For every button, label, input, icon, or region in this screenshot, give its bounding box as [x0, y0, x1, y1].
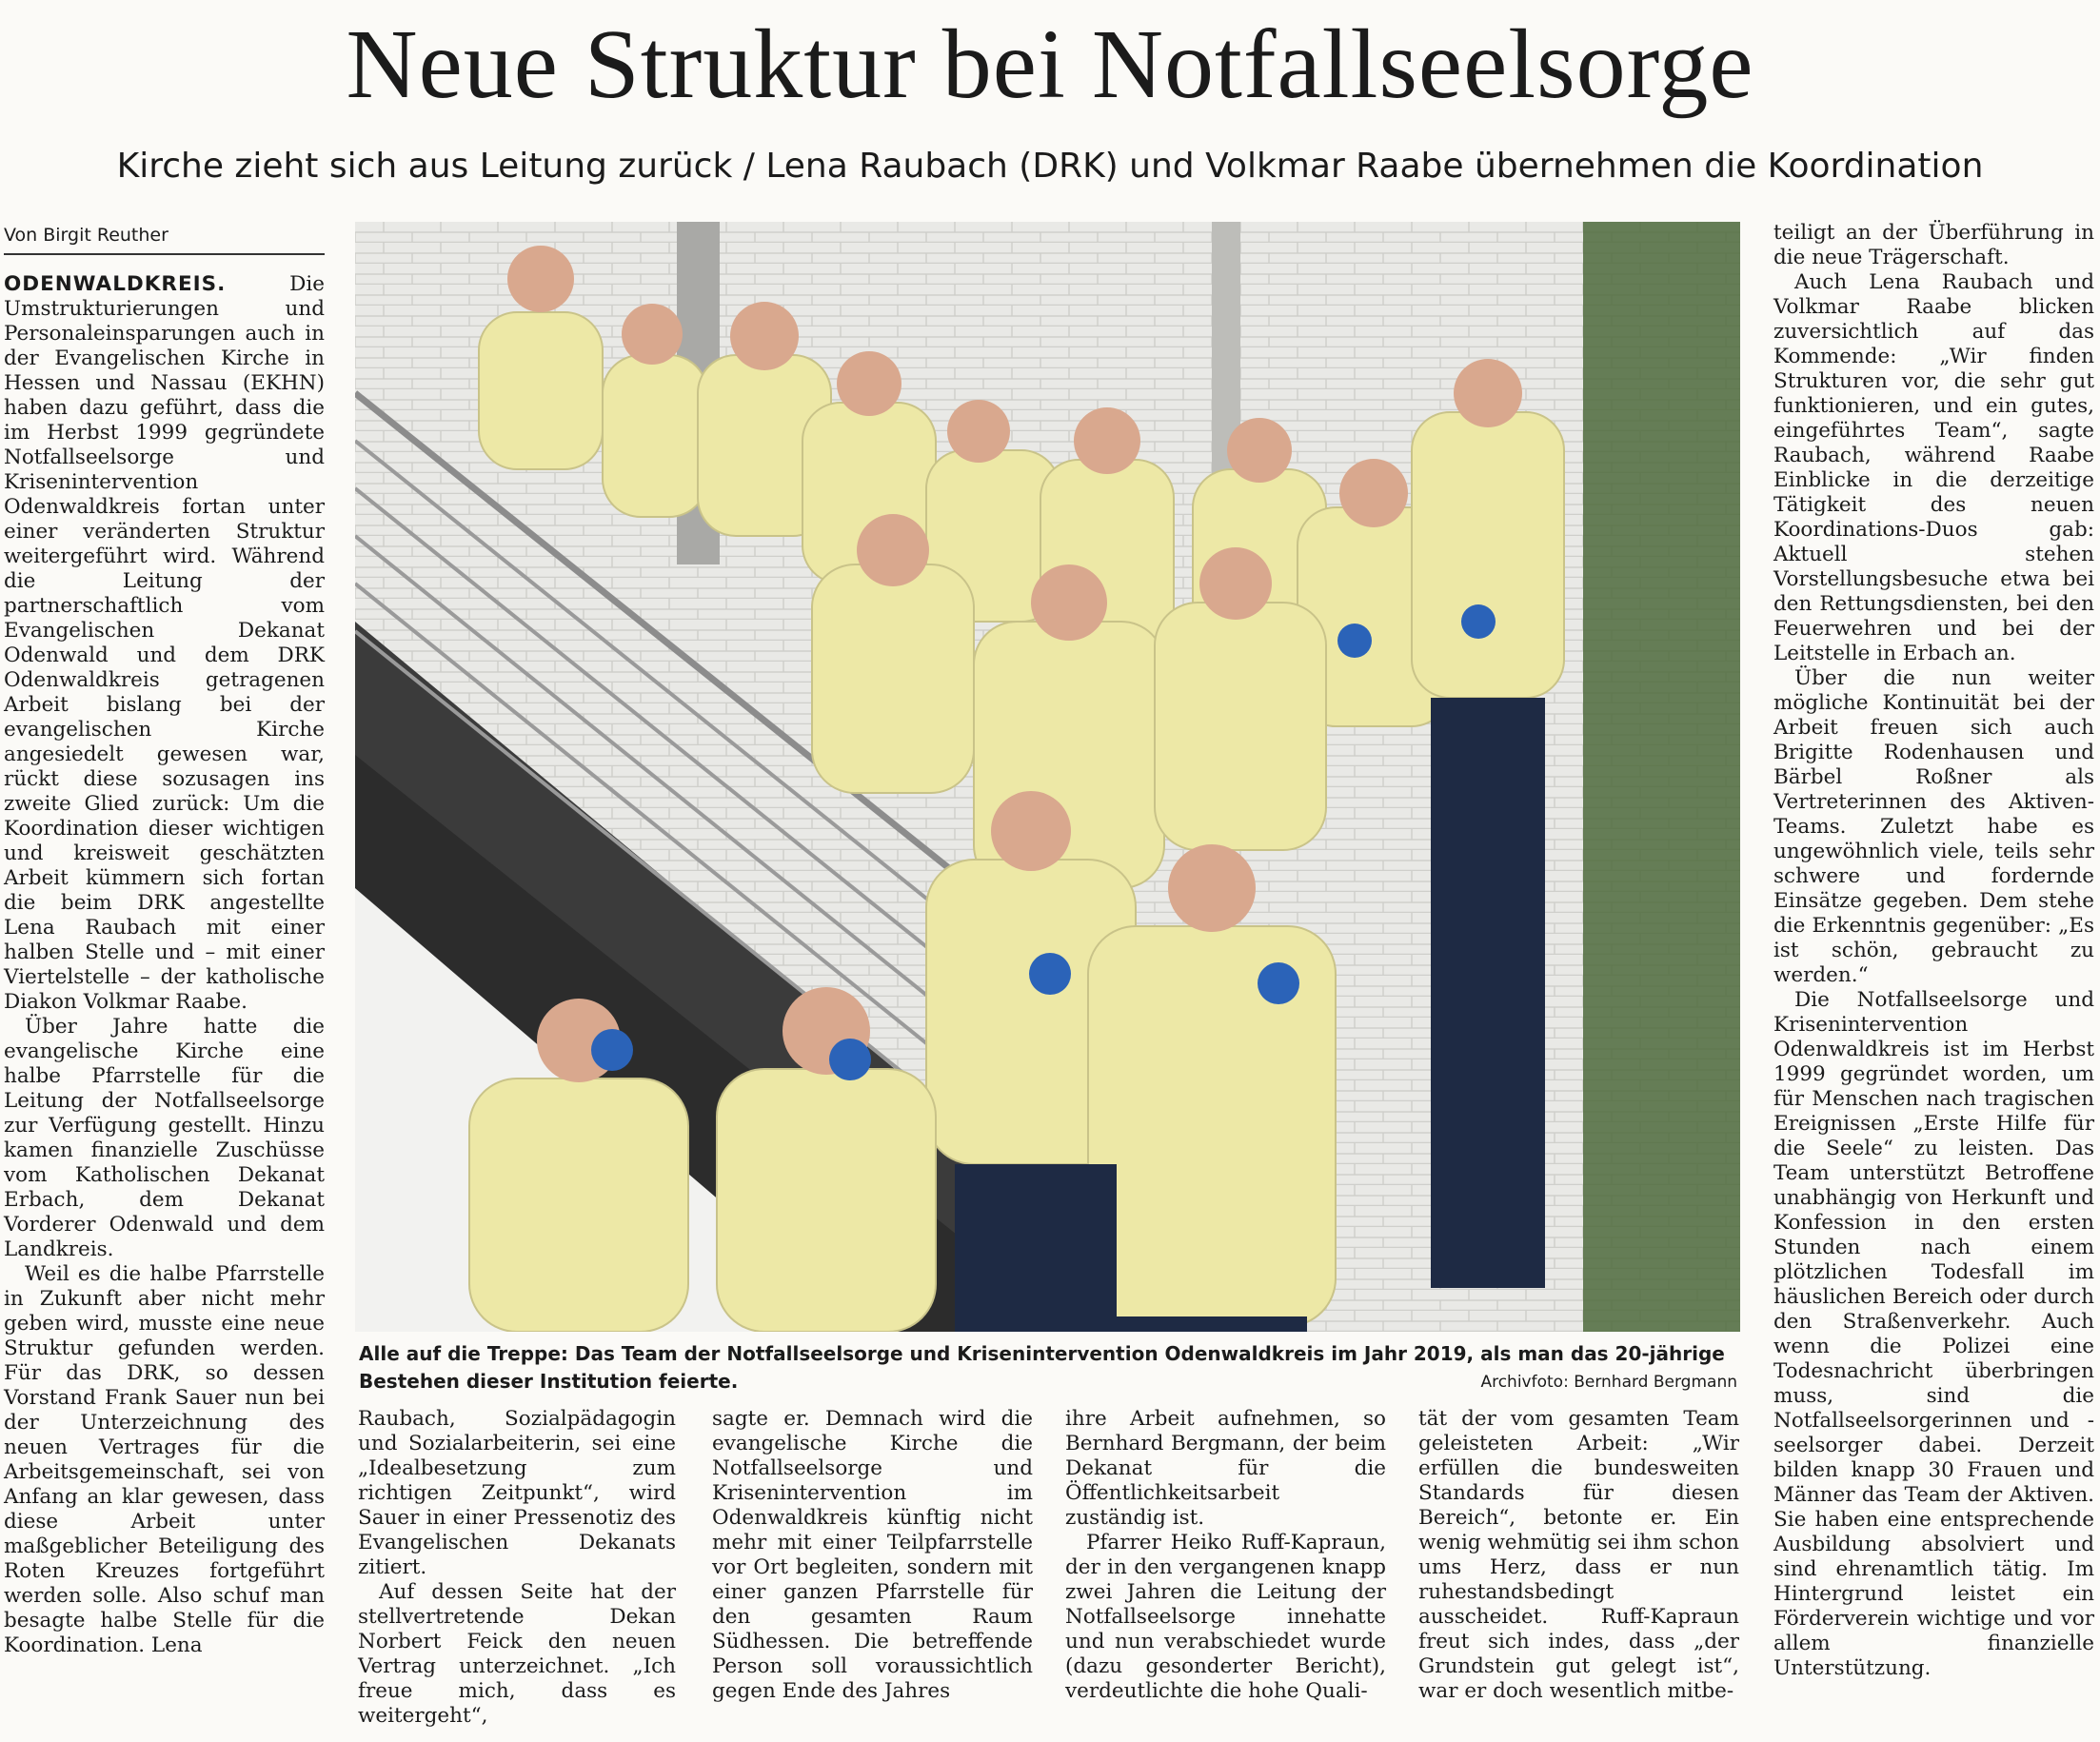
paragraph: ihre Arbeit aufnehmen, so Bernhard Bergmann, der beim Dekanat für die Öffentlichkeitsarbeit zuständig ist. — [1065, 1407, 1386, 1530]
article-column-6 — [1773, 221, 2094, 1681]
paragraph: Raubach, Sozialpädagogin und Sozialarbeiterin, sei eine „Idealbesetzung zum richtigen Zeitpunkt“, wird Sauer in einer Pressenotiz des Evangelischen Dekanats zitiert. — [358, 1407, 676, 1579]
photo-credit: Archivfoto: Bernhard Bergmann — [1480, 1373, 1737, 1392]
paragraph: Weil es die halbe Pfarrstelle in Zukunft aber nicht mehr geben wird, musste eine neue Struktur gefunden werden. Für das DRK, so dessen Vorstand Frank Sauer nun bei der Unterzeichnung des neuen Vertrages für die Arbeitsgemeinschaft, sei von Anfang an klar gewesen, dass diese Arbeit unter maßgeblicher Beteiligung des Roten Kreuzes fortgeführt werden solle. Also schuf man besagte halbe Stelle für die Koordination. Lena — [4, 1262, 325, 1657]
byline: Von Birgit Reuther — [4, 221, 325, 255]
paragraph: sagte er. Demnach wird die evangelische Kirche die Notfallseelsorge und Krisenintervention im Odenwaldkreis künftig nicht mehr mit einer Teilpfarrstelle vor Ort begleiten, sondern mit einer ganzen Pfarrstelle für den gesamten Raum Südhessen. Die betreffende Person soll voraussichtlich gegen Ende des Jahres — [712, 1407, 1033, 1703]
article-column-3 — [712, 1407, 1033, 1704]
paragraph: Pfarrer Heiko Ruff-Kapraun, der in den vergangenen knapp zwei Jahren die Leitung der Notfallseelsorge innehatte und nun verabschiedet wurde (dazu gesonderter Bericht), verdeutlichte die hohe Quali- — [1065, 1531, 1386, 1703]
article-column-5 — [1418, 1407, 1739, 1704]
dateline: ODENWALDKREIS. — [4, 272, 227, 296]
team-photo — [355, 222, 1740, 1332]
paragraph-text: Die Umstrukturierungen und Personaleinsparungen auch in der Evangelischen Kirche in Hessen und Nassau (EKHN) haben dazu geführt, dass die im Herbst 1999 gegründete Notfallseelsorge und Krisenintervention Odenwaldkreis fortan unter einer veränderten Struktur weitergeführt wird. Während die Leitung der partnerschaftlich vom Evangelischen Dekanat Odenwald und dem DRK Odenwaldkreis getragenen Arbeit bislang bei der evangelischen Kirche angesiedelt gewesen war, rückt diese sozusagen ins zweite Glied zurück: Um die Koordination dieser wichtigen und kreisweit geschätzten Arbeit kümmern sich fortan die beim DRK angestellte Lena Raubach mit einer halben Stelle und – mit einer Viertelstelle – der katholische Diakon Volkmar Raabe. — [4, 272, 325, 1014]
tree-foliage — [1583, 222, 1740, 1332]
headline: Neue Struktur bei Notfallseelsorge — [346, 10, 1754, 119]
paragraph: Die Notfallseelsorge und Krisenintervention Odenwaldkreis ist im Herbst 1999 gegründet worden, um für Menschen nach tragischen Ereignissen „Erste Hilfe für die Seele“ zu leisten. Das Team unterstützt Betroffene unabhängig von Herkunft und Konfession in den ersten Stunden nach einem plötzlichen Todesfall im häuslichen Bereich oder durch den Straßenverkehr. Auch wenn die Polizei eine Todesnachricht überbringen muss, sind die Notfallseelsorgerinnen und -seelsorger dabei. Derzeit bilden knapp 30 Frauen und Männer das Team der Aktiven. Sie haben eine entsprechende Ausbildung absolviert und sind ehrenamtlich tätig. Im Hintergrund leistet ein Förderverein wichtige und vor allem finanzielle Unterstützung. — [1773, 988, 2094, 1680]
paragraph: teiligt an der Überführung in die neue Trägerschaft. — [1773, 221, 2094, 269]
paragraph: Über Jahre hatte die evangelische Kirche eine halbe Pfarrstelle für die Leitung der Notfallseelsorge zur Verfügung gestellt. Hinzu kamen finanzielle Zuschüsse vom Katholischen Dekanat Erbach, dem Dekanat Vorderer Odenwald und dem Landkreis. — [4, 1015, 325, 1261]
subheadline: Kirche zieht sich aus Leitung zurück / Lena Raubach (DRK) und Volkmar Raabe übernehmen die Koordination — [116, 147, 1984, 186]
paragraph: tät der vom gesamten Team geleisteten Arbeit: „Wir erfüllen die bundesweiten Standards für diesen Bereich“, betonte er. Ein wenig wehmütig sei ihm schon ums Herz, dass er nun ruhestandsbedingt ausscheidet. Ruff-Kapraun freut sich indes, dass „der Grundstein gut gelegt ist“, war er doch wesentlich mitbe- — [1418, 1407, 1739, 1703]
article-column-2 — [358, 1407, 676, 1729]
paragraph: Auch Lena Raubach und Volkmar Raabe blicken zuversichtlich auf das Kommende: „Wir finden Strukturen vor, die sehr gut funktionieren, und ein gutes, eingeführtes Team“, sagte Raubach, während Raabe Einblicke in die derzeitige Tätigkeit des neuen Koordinations-Duos gab: Aktuell stehen Vorstellungsbesuche etwa bei den Rettungsdiensten, bei den Feuerwehren und bei der Leitstelle in Erbach an. — [1773, 270, 2094, 665]
paragraph — [4, 272, 325, 1015]
team-photo-image — [355, 222, 1740, 1332]
article-column-4 — [1065, 1407, 1386, 1704]
paragraph: Auf dessen Seite hat der stellvertretende Dekan Norbert Feick den neuen Vertrag unterzeichnet. „Ich freue mich, dass es weitergeht“, — [358, 1580, 676, 1728]
article-column-1 — [4, 272, 325, 1658]
photo-caption: Alle auf die Treppe: Das Team der Notfallseelsorge und Krisenintervention Odenwaldkreis im Jahr 2019, als man das 20-jährige Bestehen dieser Institution feierte. — [359, 1342, 1725, 1393]
paragraph: Über die nun weiter mögliche Kontinuität bei der Arbeit freuen sich auch Brigitte Rodenhausen und Bärbel Roßner als Vertreterinnen des Aktiven-Teams. Zuletzt habe es ungewöhnlich viele, teils sehr schwere und fordernde Einsätze gegeben. Dem stehe die Erkenntnis gegenüber: „Es ist schön, gebraucht zu werden.“ — [1773, 666, 2094, 987]
